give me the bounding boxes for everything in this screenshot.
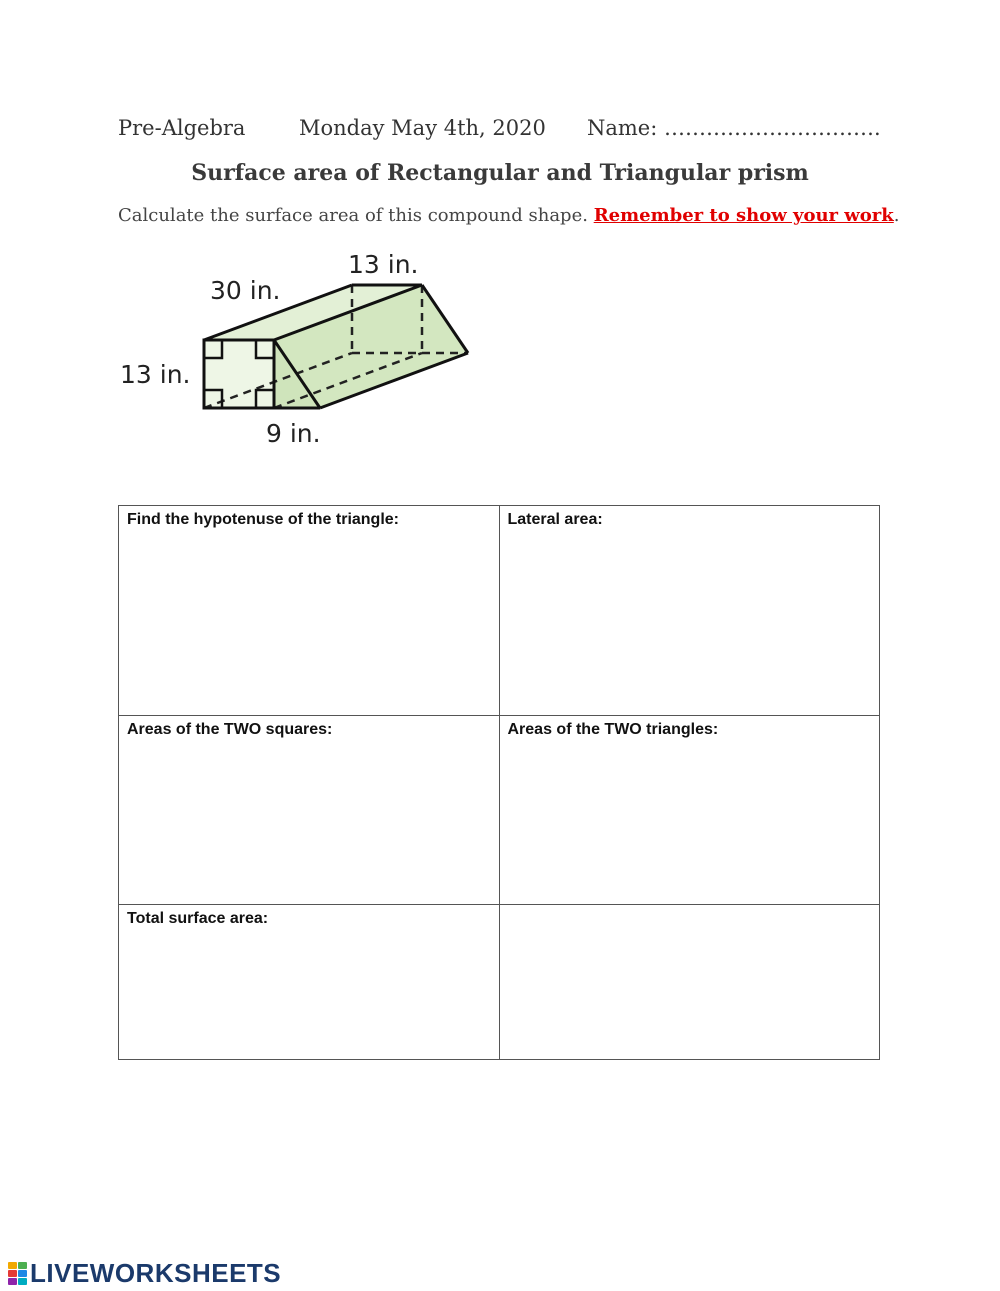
table-row: [119, 506, 880, 716]
total-surface-area-cell[interactable]: Total surface area:: [119, 905, 500, 1060]
hypotenuse-cell[interactable]: Find the hypotenuse of the triangle:: [119, 506, 500, 716]
logo-tile: [8, 1262, 17, 1269]
instructions: [118, 205, 900, 226]
prism-diagram: [110, 245, 490, 455]
subject-label: Pre-Algebra: [118, 116, 246, 140]
label-top-width: 13 in.: [348, 250, 419, 279]
logo-tile: [18, 1262, 27, 1269]
logo-tile: [18, 1278, 27, 1285]
front-square-face: [204, 340, 274, 408]
lateral-area-cell[interactable]: Lateral area:: [499, 506, 880, 716]
logo-tiles-icon: [8, 1262, 27, 1285]
squares-area-cell[interactable]: Areas of the TWO squares:: [119, 716, 500, 905]
triangles-area-cell[interactable]: Areas of the TWO triangles:: [499, 716, 880, 905]
logo-tile: [18, 1270, 27, 1277]
instructions-text: Calculate the surface area of this compound shape.: [118, 205, 594, 226]
label-height: 13 in.: [120, 360, 191, 389]
name-field-label: Name: ………………………….: [587, 116, 881, 140]
instructions-trailing: .: [893, 205, 900, 226]
date-label: Monday May 4th, 2020: [299, 116, 546, 140]
liveworksheets-logo[interactable]: [8, 1258, 281, 1288]
page-title: Surface area of Rectangular and Triangular prism: [191, 160, 809, 186]
blank-cell[interactable]: [499, 905, 880, 1060]
prism-figure: [110, 245, 490, 455]
logo-text: LIVEWORKSHEETS: [30, 1257, 282, 1288]
label-length: 30 in.: [210, 276, 281, 305]
label-bottom: 9 in.: [266, 419, 321, 448]
table-row: [119, 716, 880, 905]
worksheet-header: [118, 116, 918, 150]
work-table: [118, 505, 880, 1060]
table-row: [119, 905, 880, 1060]
instructions-emphasis: Remember to show your work: [593, 205, 894, 226]
logo-tile: [8, 1278, 17, 1285]
logo-tile: [8, 1270, 17, 1277]
